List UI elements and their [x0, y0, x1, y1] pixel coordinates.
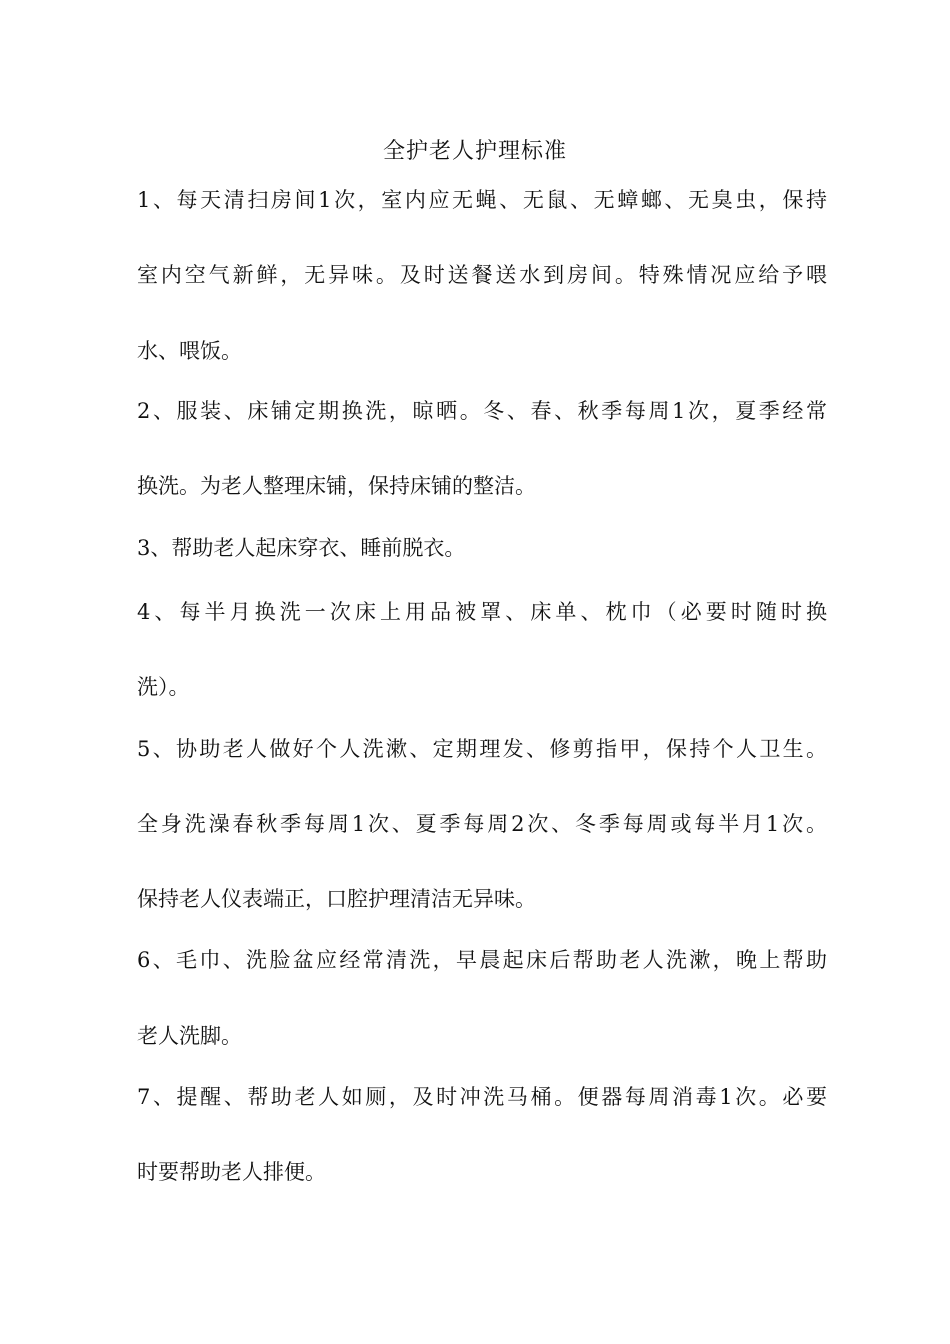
text-line: 换洗。为老人整理床铺，保持床铺的整洁。 — [137, 474, 536, 498]
text-line: 洗）。 — [137, 675, 190, 699]
text-line: 室内空气新鲜，无异味。及时送餐送水到房间。特殊情况应给予喂 — [137, 263, 827, 287]
text-line: 5、协助老人做好个人洗漱、定期理发、修剪指甲，保持个人卫生。 — [137, 737, 827, 761]
text-line: 保持老人仪表端正，口腔护理清洁无异味。 — [137, 887, 536, 911]
text-line: 水、喂饭。 — [137, 339, 242, 363]
text-line: 时要帮助老人排便。 — [137, 1160, 326, 1184]
text-line: 3、帮助老人起床穿衣、睡前脱衣。 — [137, 536, 466, 560]
text-line: 老人洗脚。 — [137, 1024, 242, 1048]
text-line: 全身洗澡春秋季每周1次、夏季每周2次、冬季每周或每半月1次。 — [137, 812, 827, 836]
text-line: 2、服装、床铺定期换洗，晾晒。冬、春、秋季每周1次，夏季经常 — [137, 399, 827, 423]
document-title: 全护老人护理标准 — [382, 139, 567, 164]
text-line: 4、每半月换洗一次床上用品被罩、床单、枕巾（必要时随时换 — [137, 600, 827, 624]
text-line: 7、提醒、帮助老人如厕，及时冲洗马桶。便器每周消毒1次。必要 — [137, 1085, 827, 1109]
text-line: 6、毛巾、洗脸盆应经常清洗，早晨起床后帮助老人洗漱，晚上帮助 — [137, 948, 827, 972]
text-line: 1、每天清扫房间1次，室内应无蝇、无鼠、无蟑螂、无臭虫，保持 — [137, 188, 827, 212]
